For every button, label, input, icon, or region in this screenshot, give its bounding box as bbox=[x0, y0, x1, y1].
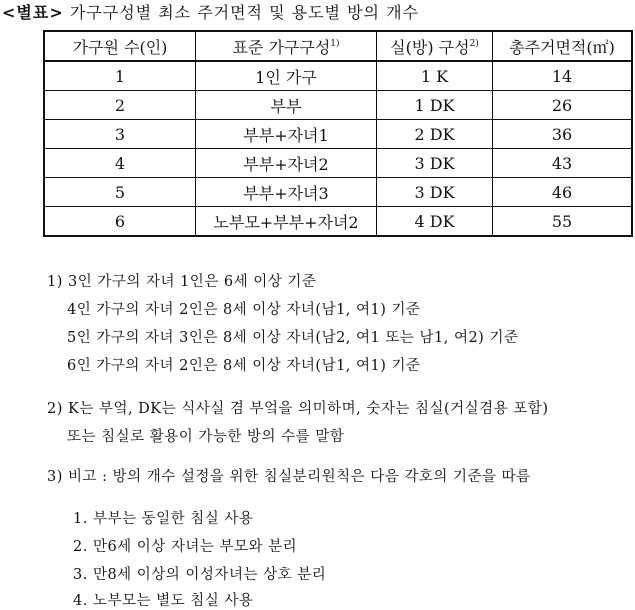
document-title bbox=[2, 0, 419, 23]
cell-composition: 부부+자녀3 bbox=[196, 178, 377, 207]
cell-household-size: 5 bbox=[44, 178, 196, 207]
footnote-1-line: 1) 3인 가구의 자녀 1인은 6세 이상 기준 bbox=[47, 274, 317, 290]
footnote-1-line: 5인 가구의 자녀 3인은 8세 이상 자녀(남2, 여1 또는 남1, 여2) 기준 bbox=[67, 330, 519, 346]
cell-rooms: 2 DK bbox=[377, 120, 493, 149]
table-row bbox=[44, 207, 632, 237]
housing-area-table bbox=[43, 30, 633, 237]
header-room-composition: 실(방) 구성$^{2)}$ bbox=[377, 31, 493, 61]
table-row bbox=[44, 120, 632, 149]
footnote-3-item: 2. 만6세 이상 자녀는 부모와 분리 bbox=[73, 539, 298, 555]
cell-household-size: 1 bbox=[44, 61, 196, 91]
footnote-2-line: 또는 침실로 활용이 가능한 방의 수를 말함 bbox=[67, 429, 345, 445]
cell-rooms: 1 DK bbox=[377, 91, 493, 120]
cell-area: 43 bbox=[493, 149, 633, 178]
cell-household-size: 6 bbox=[44, 207, 196, 237]
cell-rooms: 4 DK bbox=[377, 207, 493, 237]
title-text: 가구구성별 최소 주거면적 및 용도별 방의 개수 bbox=[69, 3, 420, 22]
cell-rooms: 3 DK bbox=[377, 149, 493, 178]
cell-household-size: 4 bbox=[44, 149, 196, 178]
table-header-row bbox=[44, 31, 632, 61]
table-row bbox=[44, 178, 632, 207]
table-row bbox=[44, 91, 632, 120]
footnote-1-line: 6인 가구의 자녀 2인은 8세 이상 자녀(남1, 여1) 기준 bbox=[67, 358, 421, 374]
cell-rooms: 1 K bbox=[377, 61, 493, 91]
cell-composition: 1인 가구 bbox=[196, 61, 377, 91]
cell-household-size: 2 bbox=[44, 91, 196, 120]
header-household-size: 가구원 수(인) bbox=[44, 31, 196, 61]
cell-area: 46 bbox=[493, 178, 633, 207]
footnote-1-line: 4인 가구의 자녀 2인은 8세 이상 자녀(남1, 여1) 기준 bbox=[67, 302, 421, 318]
cell-area: 36 bbox=[493, 120, 633, 149]
table-row bbox=[44, 149, 632, 178]
cell-rooms: 3 DK bbox=[377, 178, 493, 207]
cell-area: 14 bbox=[493, 61, 633, 91]
header-standard-composition: 표준 가구구성$^{1)}$ bbox=[196, 31, 377, 61]
cell-area: 26 bbox=[493, 91, 633, 120]
table-row bbox=[44, 61, 632, 91]
footnote-2-line: 2) K는 부엌, DK는 식사실 겸 부엌을 의미하며, 숫자는 침실(거실겸용 포함) bbox=[47, 401, 549, 417]
cell-composition: 부부+자녀2 bbox=[196, 149, 377, 178]
cell-composition: 부부 bbox=[196, 91, 377, 120]
footnote-3-item: 4. 노부모는 별도 침실 사용 bbox=[73, 593, 254, 609]
footnote-3-item: 3. 만8세 이상의 이성자녀는 상호 분리 bbox=[73, 567, 327, 583]
footnote-3-heading: 3) 비고 : 방의 개수 설정을 위한 침실분리원칙은 다음 각호의 기준을 따름 bbox=[47, 469, 531, 485]
cell-composition: 노부모+부부+자녀2 bbox=[196, 207, 377, 237]
cell-household-size: 3 bbox=[44, 120, 196, 149]
footnote-3-item: 1. 부부는 동일한 침실 사용 bbox=[73, 511, 254, 527]
cell-area: 55 bbox=[493, 207, 633, 237]
title-tag: <별표> bbox=[2, 3, 64, 22]
cell-composition: 부부+자녀1 bbox=[196, 120, 377, 149]
header-total-area: 총주거면적(㎡) bbox=[493, 31, 633, 61]
